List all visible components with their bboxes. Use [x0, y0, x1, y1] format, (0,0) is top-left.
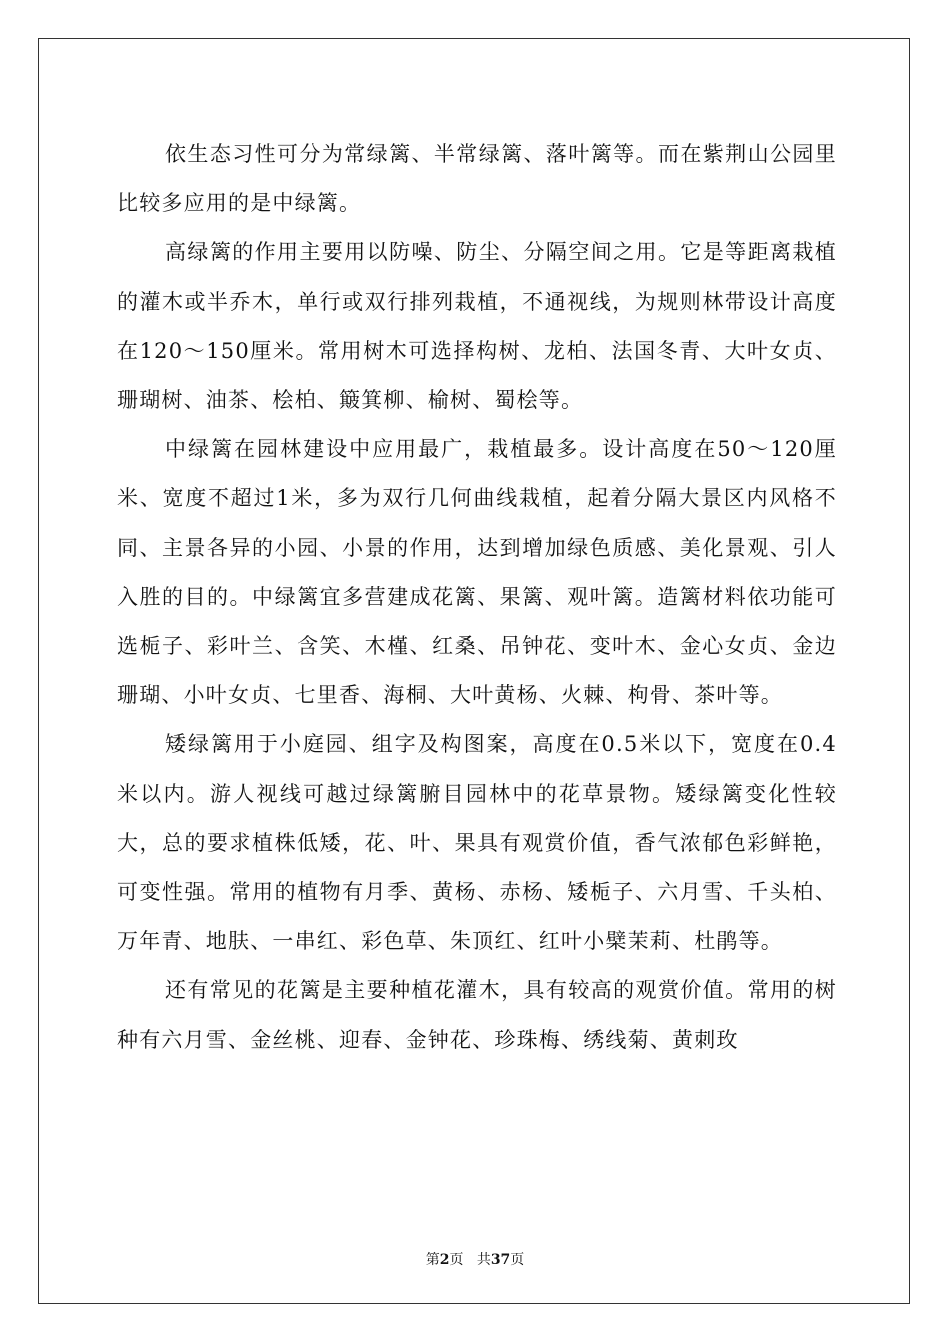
- page-prefix: 第: [425, 1252, 440, 1268]
- paragraph-1: 依生态习性可分为常绿篱、半常绿篱、落叶篱等。而在紫荆山公园里比较多应用的是中绿篱。: [117, 142, 837, 216]
- total-suffix: 页: [510, 1252, 525, 1268]
- total-prefix: 共: [476, 1252, 491, 1268]
- page-number: 2: [439, 1252, 450, 1268]
- paragraph-5: 还有常见的花篱是主要种植花灌木，具有较高的观赏价值。常用的树种有六月雪、金丝桃、迎春、金钟花、珍珠梅、绣线菊、黄刺玫: [117, 978, 837, 1052]
- page-footer: [0, 1249, 950, 1269]
- paragraph-4: 矮绿篱用于小庭园、组字及构图案，高度在0.5米以下，宽度在0.4米以内。游人视线可越过绿篱腑目园林中的花草景物。矮绿篱变化性较大，总的要求植株低矮，花、叶、果具有观赏价值，香气浓郁色彩鲜艳，可变性强。常用的植物有月季、黄杨、赤杨、矮栀子、六月雪、千头柏、万年青、地肤、一串红、彩色草、朱顶红、红叶小檗茉莉、杜鹃等。: [117, 732, 837, 954]
- document-body: [117, 130, 837, 1065]
- page-suffix: 页: [449, 1252, 464, 1268]
- paragraph-2: 高绿篱的作用主要用以防噪、防尘、分隔空间之用。它是等距离栽植的灌木或半乔木，单行或双行排列栽植，不通视线，为规则林带设计高度在120～150厘米。常用树木可选择构树、龙柏、法国冬青、大叶女贞、珊瑚树、油茶、桧柏、簸箕柳、榆树、蜀桧等。: [117, 240, 837, 413]
- paragraph-3: 中绿篱在园林建设中应用最广，栽植最多。设计高度在50～120厘米、宽度不超过1米，多为双行几何曲线栽植，起着分隔大景区内风格不同、主景各异的小园、小景的作用，达到增加绿色质感、美化景观、引人入胜的目的。中绿篱宜多营建成花篱、果篱、观叶篱。造篱材料依功能可选栀子、彩叶兰、含笑、木槿、红桑、吊钟花、变叶木、金心女贞、金边珊瑚、小叶女贞、七里香、海桐、大叶黄杨、火棘、枸骨、茶叶等。: [117, 437, 837, 708]
- total-pages: 37: [490, 1252, 511, 1268]
